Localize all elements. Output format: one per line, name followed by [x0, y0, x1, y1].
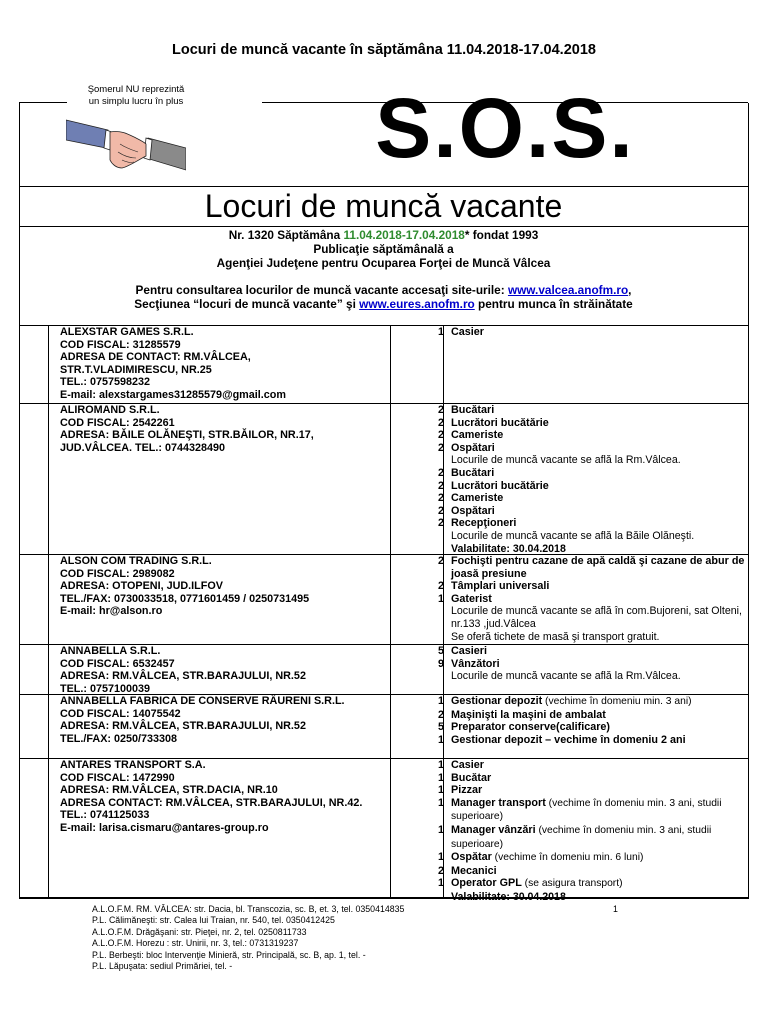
- employer-details: ALIROMAND S.R.L. COD FISCAL: 2542261 ADRESA: BĂILE OLĂNEŞTI, STR.BĂILOR, NR.17, JUD.VÂLCEA. TEL.: 0744328490: [60, 404, 314, 454]
- employer-details: ALSON COM TRADING S.R.L. COD FISCAL: 2989082 ADRESA: OTOPENI, JUD.ILFOV TEL./FAX: 0730033518, 0771601459 / 0250731495 E-mail: hr@alson.ro: [60, 555, 310, 618]
- valcea-site-link[interactable]: www.valcea.anofm.ro: [507, 283, 629, 297]
- location-note: Locurile de muncă vacante se află la Rm.Vâlcea.: [451, 454, 681, 467]
- job-count: 1: [437, 796, 444, 809]
- job-item: [416, 417, 746, 430]
- job-title: Pizzar: [451, 784, 483, 797]
- job-count: 2: [437, 466, 444, 479]
- job-title: Gestionar depozit – vechime în domeniu 2 ani: [451, 733, 686, 746]
- job-title: Fochişti pentru cazane de apă caldă şi cazane de abur de joasă presiune: [451, 555, 745, 580]
- job-list: [416, 404, 746, 555]
- footer-addresses: [92, 904, 652, 972]
- employer-details: ANNABELLA S.R.L. COD FISCAL: 6532457 ADRESA: RM.VÂLCEA, STR.BARAJULUI, NR.52 TEL.: 0757100039: [60, 645, 306, 695]
- job-item: [416, 865, 746, 878]
- publication-line: Publicaţie săptămânală a: [313, 242, 454, 256]
- section-line: Secţiunea “locuri de muncă vacante” şi www.eures.anofm.ro pentru munca în străinătate: [134, 297, 633, 311]
- job-title: Casier: [451, 326, 485, 338]
- job-count: 1: [437, 784, 444, 797]
- job-title: Preparator conserve(calificare): [451, 721, 611, 734]
- job-item: [416, 442, 746, 455]
- job-title: Gaterist: [451, 592, 492, 605]
- job-count: 1: [437, 592, 444, 605]
- job-title: Casier: [451, 759, 485, 771]
- job-item: [416, 404, 746, 417]
- job-title: Ospătari: [451, 441, 495, 454]
- job-item: [416, 645, 746, 658]
- job-title: Lucrători bucătărie: [451, 416, 549, 429]
- job-item: [416, 759, 746, 772]
- job-item: [416, 580, 746, 593]
- job-count: 1: [437, 326, 444, 338]
- job-detail: (vechime în domeniu min. 3 ani): [542, 696, 692, 707]
- job-count: 2: [437, 479, 444, 492]
- job-title: Manager transport: [451, 796, 546, 809]
- job-count: 1: [437, 759, 444, 771]
- job-item: [416, 797, 746, 824]
- job-title: Gestionar depozit: [451, 695, 543, 707]
- job-title: Maşinişti la maşini de ambalat: [451, 708, 606, 721]
- job-title: Recepţioneri: [451, 517, 517, 530]
- job-title: Cameriste: [451, 492, 504, 505]
- employer-details: ANNABELLA FABRICA DE CONSERVE RÂURENI S.R.L. COD FISCAL: 14075542 ADRESA: RM.VÂLCEA, STR.BARAJULUI, NR.52 TEL./FAX: 0250/733308: [60, 695, 345, 745]
- job-detail: (se asigura transport): [521, 878, 623, 890]
- job-list: [416, 695, 746, 746]
- job-title: Lucrători bucătărie: [451, 479, 549, 492]
- location-note: Locurile de muncă vacante se află la Băile Olăneşti.: [451, 529, 695, 542]
- job-count: 2: [437, 864, 444, 877]
- footer-line: A.L.O.F.M. Horezu : str. Unirii, nr. 3, tel.: 0731319237: [92, 938, 299, 949]
- job-item: [416, 734, 746, 747]
- job-detail: (vechime în domeniu min. 3 ani, studii superioare): [451, 824, 712, 850]
- footer-line: P.L. Berbeşti: bloc Intervenţie Minieră, str. Principală, sc. B, ap. 1, tel. -: [92, 949, 366, 960]
- job-count: 2: [437, 416, 444, 429]
- location-note: Locurile de muncă vacante se află în com.Bujoreni, sat Olteni, nr.133 ,jud.Vâlcea: [451, 605, 742, 630]
- sos-banner: S.O.S.: [375, 81, 635, 175]
- job-count: 2: [437, 517, 444, 530]
- job-title: Ospătar: [451, 851, 492, 864]
- job-item: [416, 326, 746, 339]
- job-item: [416, 467, 746, 480]
- job-title: Casieri: [451, 645, 488, 657]
- job-count: 2: [437, 580, 444, 593]
- job-item: [416, 772, 746, 785]
- job-item: [416, 721, 746, 734]
- page-number: 1: [613, 904, 618, 914]
- job-item: [416, 877, 746, 891]
- job-count: 1: [437, 851, 444, 864]
- job-count: 1: [437, 695, 444, 707]
- job-count: 2: [437, 441, 444, 454]
- job-title: Bucătar: [451, 771, 492, 784]
- employer-details: ALEXSTAR GAMES S.R.L. COD FISCAL: 31285579 ADRESA DE CONTACT: RM.VÂLCEA, STR.T.VLADIMIRESCU, NR.25 TEL.: 0757598232 E-mail: alexstargames31285579@gmail.com: [60, 326, 286, 401]
- job-title: Mecanici: [451, 864, 497, 877]
- job-item: [416, 517, 746, 530]
- job-title: Cameriste: [451, 429, 504, 442]
- job-item: [416, 480, 746, 493]
- employer-details: ANTARES TRANSPORT S.A. COD FISCAL: 1472990 ADRESA: RM.VÂLCEA, STR.DACIA, NR.10 ADRESA CONTACT: RM.VÂLCEA, STR.BARAJULUI, NR.42. TEL.: 0741125033 E-mail: larisa.cismaru@antares-group.ro: [60, 759, 363, 834]
- validity-note: Valabilitate: 30.04.2018: [451, 890, 566, 903]
- job-title: Bucătari: [451, 466, 495, 479]
- job-count: 2: [437, 429, 444, 442]
- location-note: Locurile de muncă vacante se află la Rm.Vâlcea.: [451, 670, 681, 683]
- job-count: 2: [437, 404, 444, 416]
- issue-line: Nr. 1320 Săptămâna 11.04.2018-17.04.2018* fondat 1993: [228, 228, 539, 242]
- job-item: [416, 429, 746, 442]
- job-title: Tâmplari universali: [451, 580, 550, 593]
- job-item: [416, 784, 746, 797]
- job-count: 1: [437, 823, 444, 836]
- job-count: 1: [437, 733, 444, 746]
- job-item: [416, 492, 746, 505]
- footer-line: A.L.O.F.M. RM. VÂLCEA: str. Dacia, bl. Transcozia, sc. B, et. 3, tel. 0350414835: [92, 904, 405, 914]
- job-item: [416, 593, 746, 606]
- job-item: [416, 695, 746, 709]
- job-list: [416, 555, 746, 643]
- job-item: [416, 851, 746, 865]
- consult-line: Pentru consultarea locurilor de muncă vacante accesaţi site-urile: www.valcea.anofm.ro,: [135, 283, 632, 297]
- job-detail: (vechime în domeniu min. 6 luni): [491, 852, 644, 864]
- footer-line: P.L. Lăpuşata: sediul Primăriei, tel. -: [92, 961, 233, 972]
- job-title: Ospătari: [451, 504, 495, 517]
- job-item: [416, 709, 746, 722]
- job-item: [416, 555, 746, 580]
- job-count: 1: [437, 771, 444, 784]
- location-note: Se oferă tichete de masă şi transport gratuit.: [451, 630, 660, 643]
- job-title: Vânzători: [451, 657, 500, 670]
- job-list: [416, 326, 746, 339]
- main-title: Locuri de muncă vacante: [204, 188, 563, 224]
- job-count: 5: [437, 645, 444, 657]
- job-title: Bucătari: [451, 404, 495, 416]
- week-title: Locuri de muncă vacante în săptămâna 11.04.2018-17.04.2018: [172, 42, 596, 58]
- footer-line: P.L. Călimăneşti: str. Calea lui Traian, nr. 540, tel. 0350412425: [92, 915, 335, 926]
- job-list: [416, 645, 746, 683]
- eures-site-link[interactable]: www.eures.anofm.ro: [359, 297, 475, 311]
- job-count: 2: [437, 504, 444, 517]
- job-list: [416, 759, 746, 904]
- job-count: 2: [437, 555, 444, 567]
- validity-note: Valabilitate: 30.04.2018: [451, 542, 566, 555]
- job-item: [416, 658, 746, 671]
- job-count: 2: [437, 708, 444, 721]
- job-item: [416, 505, 746, 518]
- agency-line: Agenţiei Judeţene pentru Ocuparea Forţei de Muncă Vâlcea: [216, 256, 551, 270]
- slogan-caption: Şomerul NU reprezintă un simplu lucru în plus: [87, 84, 185, 107]
- job-title: Operator GPL: [451, 877, 522, 890]
- job-count: 2: [437, 492, 444, 505]
- job-item: [416, 824, 746, 851]
- job-count: 1: [437, 877, 444, 890]
- job-detail: (vechime în domeniu min. 3 ani, studii superioare): [451, 797, 722, 823]
- job-count: 5: [437, 721, 444, 734]
- footer-line: A.L.O.F.M. Drăgăşani: str. Pieţei, nr. 2, tel. 0250811733: [92, 926, 307, 937]
- job-count: 9: [437, 657, 444, 670]
- job-title: Manager vânzări: [451, 823, 536, 836]
